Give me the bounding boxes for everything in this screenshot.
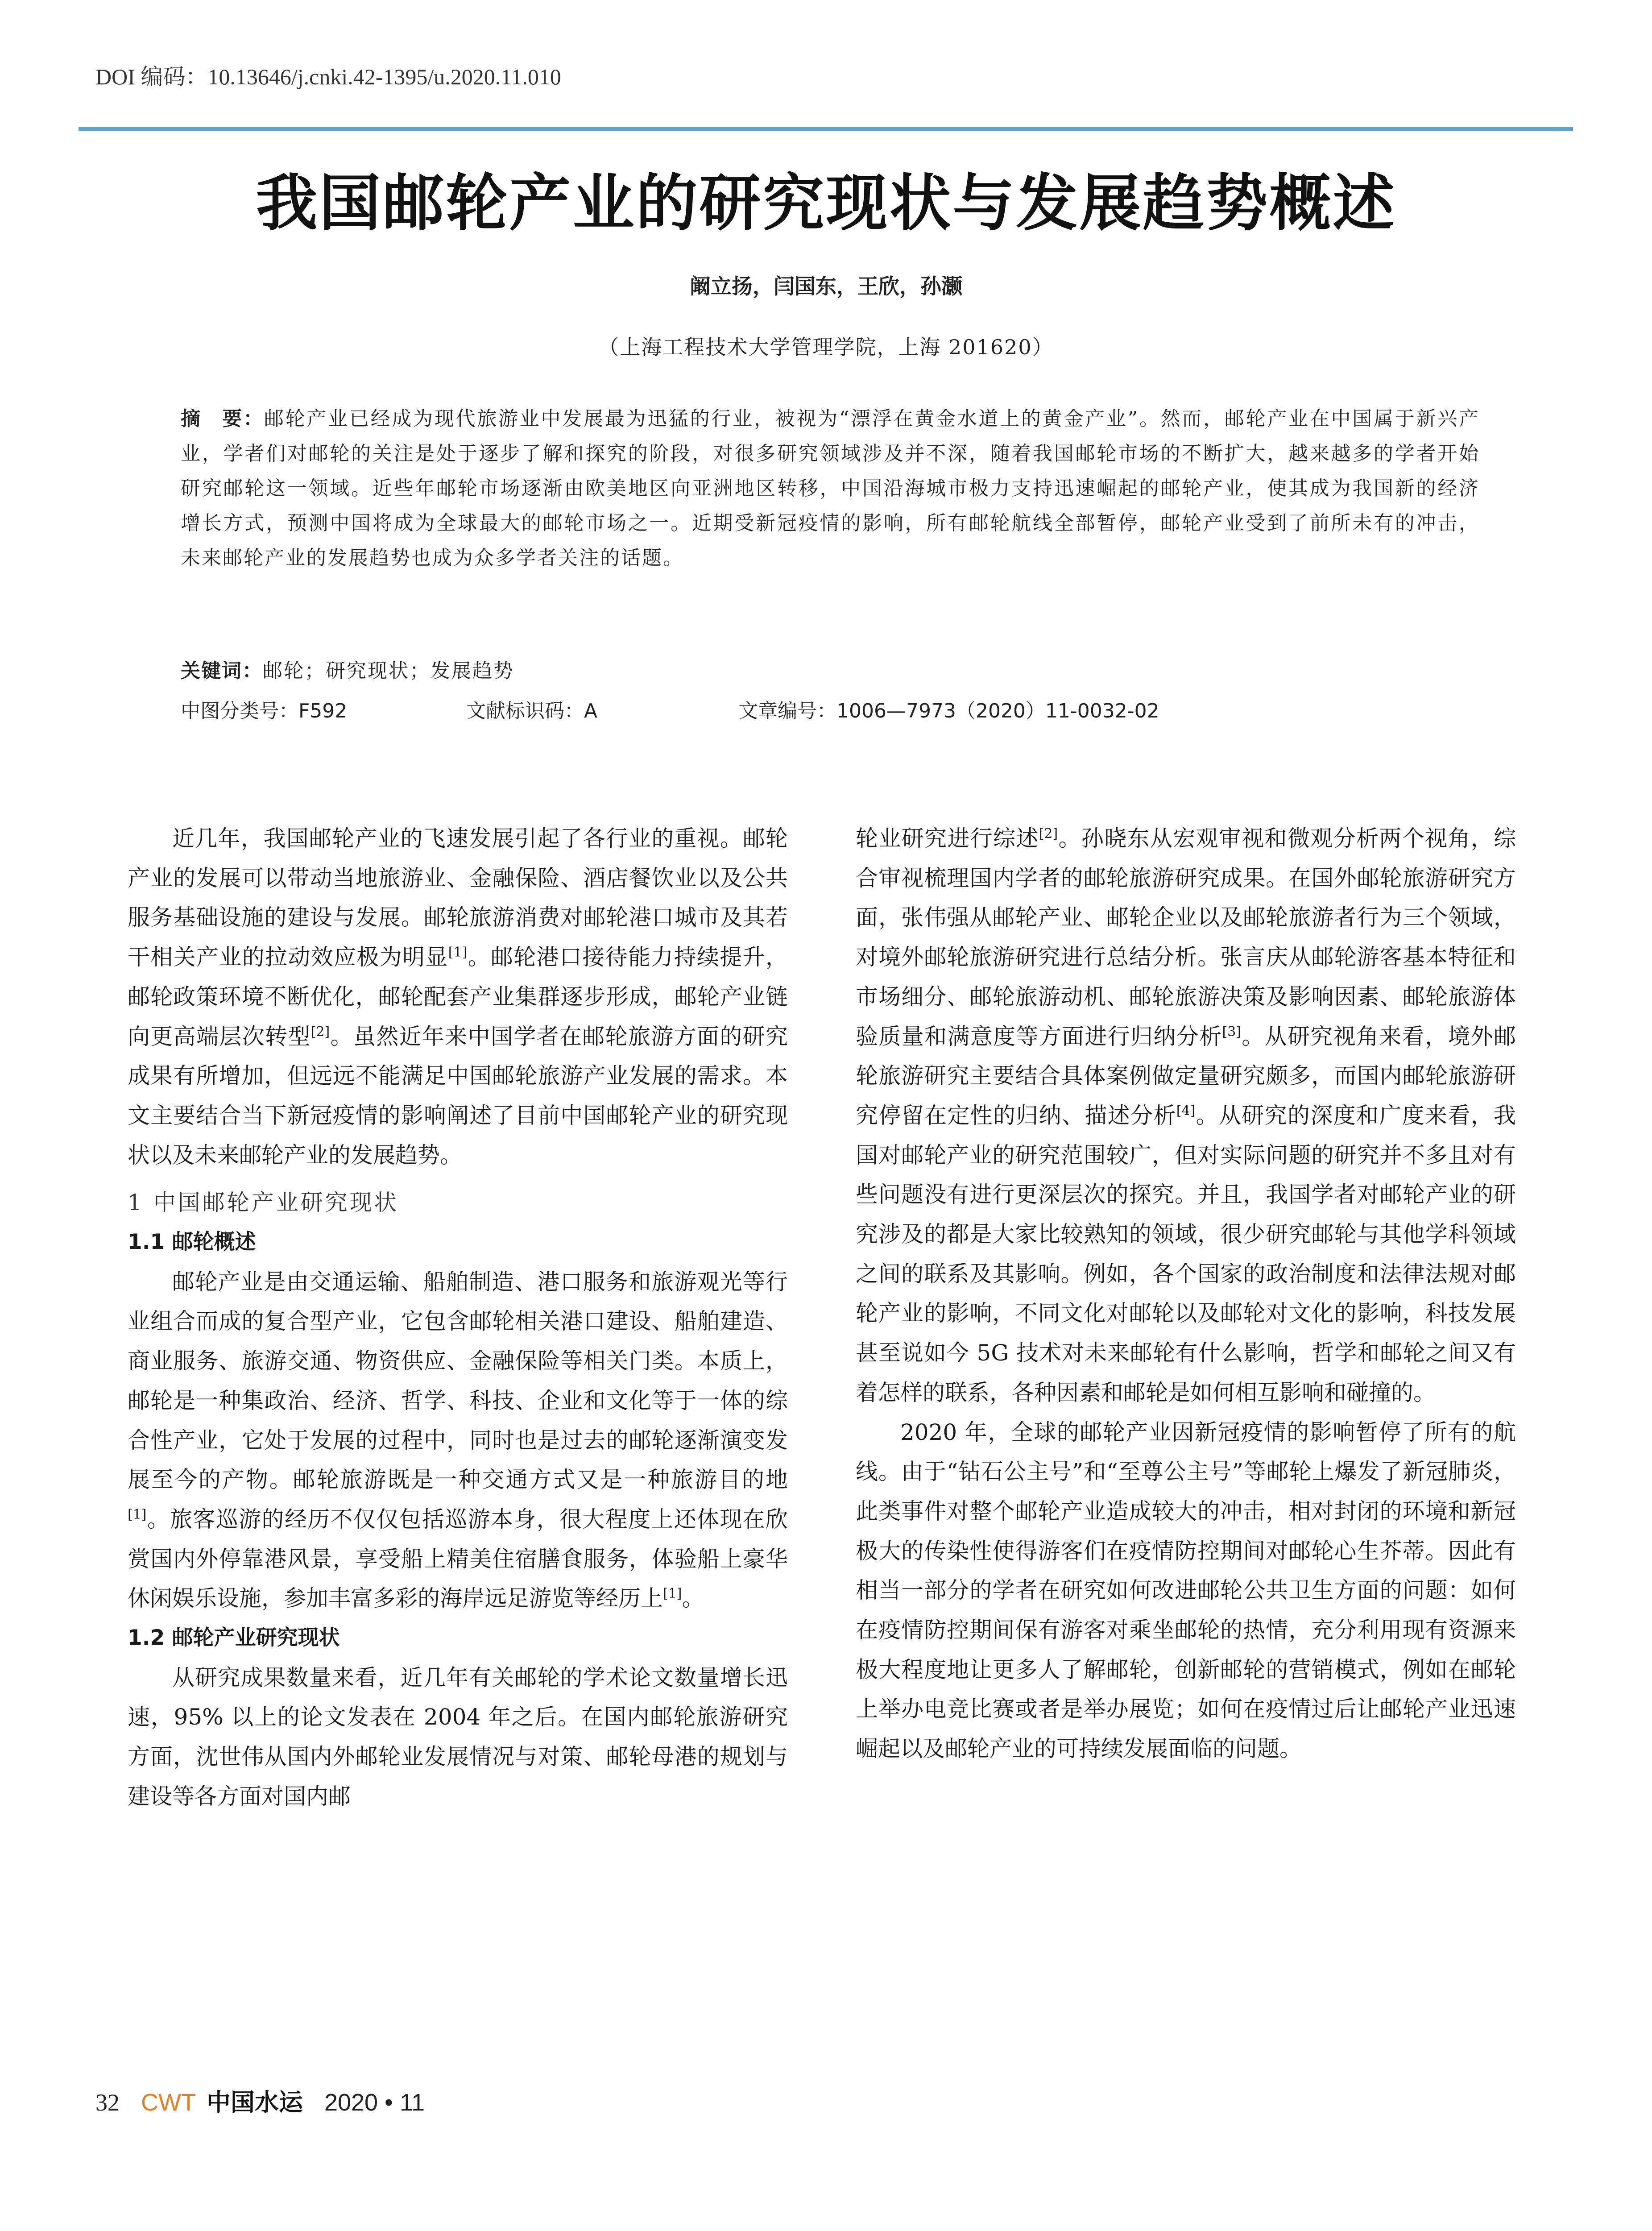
article-authors: 阚立扬，闫国东，王欣，孙灏 — [690, 274, 962, 299]
abstract — [181, 402, 1480, 576]
header-rule — [79, 127, 1573, 131]
citation-ref[interactable]: [4] — [1176, 1103, 1196, 1119]
body-paragraph: 近几年，我国邮轮产业的飞速发展引起了各行业的重视。邮轮产业的发展可以带动当地旅游业、金融保险、酒店餐饮业以及公共服务基础设施的建设与发展。邮轮旅游消费对邮轮港口城市及其若干相关产业的拉动效应极为明显[1]。邮轮港口接待能力持续提升，邮轮政策环境不断优化，邮轮配套产业集群逐步形成，邮轮产业链向更高端层次转型[2]。虽然近年来中国学者在邮轮旅游方面的研究成果有所增加，但远远不能满足中国邮轮旅游产业发展的需求。本文主要结合当下新冠疫情的影响阐述了目前中国邮轮产业的研究现状以及未来邮轮产业的发展趋势。 — [128, 825, 788, 1168]
document-code: 文献标识码：A — [466, 700, 598, 722]
subsection-heading: 1.1 邮轮概述 — [128, 1230, 256, 1255]
clc-number: 中图分类号：F592 — [181, 700, 348, 722]
keywords — [181, 654, 1474, 688]
page-number: 32 — [95, 2089, 120, 2116]
article-number: 文章编号：1006—7973（2020）11-0032-02 — [738, 700, 1159, 722]
citation-ref[interactable]: [1] — [448, 945, 468, 961]
article-title: 我国邮轮产业的研究现状与发展趋势概述 — [256, 167, 1396, 239]
body-paragraph: 2020 年，全球的邮轮产业因新冠疫情的影响暂停了所有的航线。由于“钻石公主号”和“至尊公主号”等邮轮上爆发了新冠肺炎，此类事件对整个邮轮产业造成较大的冲击，相对封闭的环境和新冠极大的传染性使得游客们在疫情防控期间对邮轮心生芥蒂。因此有相当一部分的学者在研究如何改进邮轮公共卫生方面的问题：如何在疫情防控期间保有游客对乘坐邮轮的热情，充分利用现有资源来极大程度地让更多人了解邮轮，创新邮轮的营销模式，例如在邮轮上举办电竞比赛或者是举办展览；如何在疫情过后让邮轮产业迅速崛起以及邮轮产业的可持续发展面临的问题。 — [856, 1419, 1516, 1762]
page-footer — [95, 2085, 631, 2120]
article-affiliation: （上海工程技术大学管理学院，上海 201620） — [598, 335, 1054, 359]
abstract-label: 摘 要： — [181, 407, 264, 430]
journal-logo: CWT — [141, 2089, 196, 2116]
journal-name: 中国水运 — [206, 2088, 303, 2116]
citation-ref[interactable]: [3] — [1222, 1024, 1241, 1040]
keywords-label: 关键词： — [181, 659, 263, 682]
citation-ref[interactable]: [1] — [128, 1506, 147, 1522]
keywords-text: 邮轮；研究现状；发展趋势 — [263, 659, 514, 682]
body-paragraph: 从研究成果数量来看，近几年有关邮轮的学术论文数量增长迅速，95% 以上的论文发表在 2004 年之后。在国内邮轮旅游研究方面，沈世伟从国内外邮轮业发展情况与对策、邮轮母港的规划与建设等各方面对国内邮 — [128, 1664, 788, 1809]
citation-ref[interactable]: [1] — [663, 1586, 682, 1602]
subsection-heading: 1.2 邮轮产业研究现状 — [128, 1626, 340, 1650]
citation-ref[interactable]: [2] — [1039, 826, 1058, 842]
doi-line: DOI 编码：10.13646/j.cnki.42-1395/u.2020.11.010 — [95, 64, 561, 89]
body-paragraph: 轮业研究进行综述[2]。孙晓东从宏观审视和微观分析两个视角，综合审视梳理国内学者的邮轮旅游研究成果。在国外邮轮旅游研究方面，张伟强从邮轮产业、邮轮企业以及邮轮旅游者行为三个领域，对境外邮轮旅游研究进行总结分析。张言庆从邮轮游客基本特征和市场细分、邮轮旅游动机、邮轮旅游决策及影响因素、邮轮旅游体验质量和满意度等方面进行归纳分析[3]。从研究视角来看，境外邮轮旅游研究主要结合具体案例做定量研究颇多，而国内邮轮旅游研究停留在定性的归纳、描述分析[4]。从研究的深度和广度来看，我国对邮轮产业的研究范围较广，但对实际问题的研究并不多且对有些问题没有进行更深层次的探究。并且，我国学者对邮轮产业的研究涉及的都是大家比较熟知的领域，很少研究邮轮与其他学科领域之间的联系及其影响。例如，各个国家的政治制度和法律法规对邮轮产业的影响，不同文化对邮轮以及邮轮对文化的影响，科技发展甚至说如今 5G 技术对未来邮轮有什么影响，哲学和邮轮之间又有着怎样的联系，各种因素和邮轮是如何相互影响和碰撞的。 — [856, 825, 1516, 1406]
journal-issue: 2020 • 11 — [324, 2089, 425, 2116]
citation-ref[interactable]: [2] — [311, 1024, 330, 1040]
classification-line — [181, 694, 1474, 730]
section-heading: 1 中国邮轮产业研究现状 — [128, 1190, 399, 1216]
body-column-left — [128, 819, 788, 1816]
abstract-text: 邮轮产业已经成为现代旅游业中发展最为迅猛的行业，被视为“漂浮在黄金水道上的黄金产业”。然而，邮轮产业在中国属于新兴产业，学者们对邮轮的关注是处于逐步了解和探究的阶段，对很多研究领域涉及并不深，随着我国邮轮市场的不断扩大，越来越多的学者开始研究邮轮这一领域。近些年邮轮市场逐渐由欧美地区向亚洲地区转移，中国沿海城市极力支持迅速崛起的邮轮产业，使其成为我国新的经济增长方式，预测中国将成为全球最大的邮轮市场之一。近期受新冠疫情的影响，所有邮轮航线全部暂停，邮轮产业受到了前所未有的冲击，未来邮轮产业的发展趋势也成为众多学者关注的话题。 — [181, 407, 1480, 569]
body-paragraph: 邮轮产业是由交通运输、船舶制造、港口服务和旅游观光等行业组合而成的复合型产业，它包含邮轮相关港口建设、船舶建造、商业服务、旅游交通、物资供应、金融保险等相关门类。本质上，邮轮是一种集政治、经济、哲学、科技、企业和文化等于一体的综合性产业，它处于发展的过程中，同时也是过去的邮轮逐渐演变发展至今的产物。邮轮旅游既是一种交通方式又是一种旅游目的地[1]。旅客巡游的经历不仅仅包括巡游本身，很大程度上还体现在欣赏国内外停靠港风景，享受船上精美住宿膳食服务，体验船上豪华休闲娱乐设施，参加丰富多彩的海岸远足游览等经历上[1]。 — [128, 1269, 788, 1612]
body-column-right — [856, 819, 1516, 1769]
